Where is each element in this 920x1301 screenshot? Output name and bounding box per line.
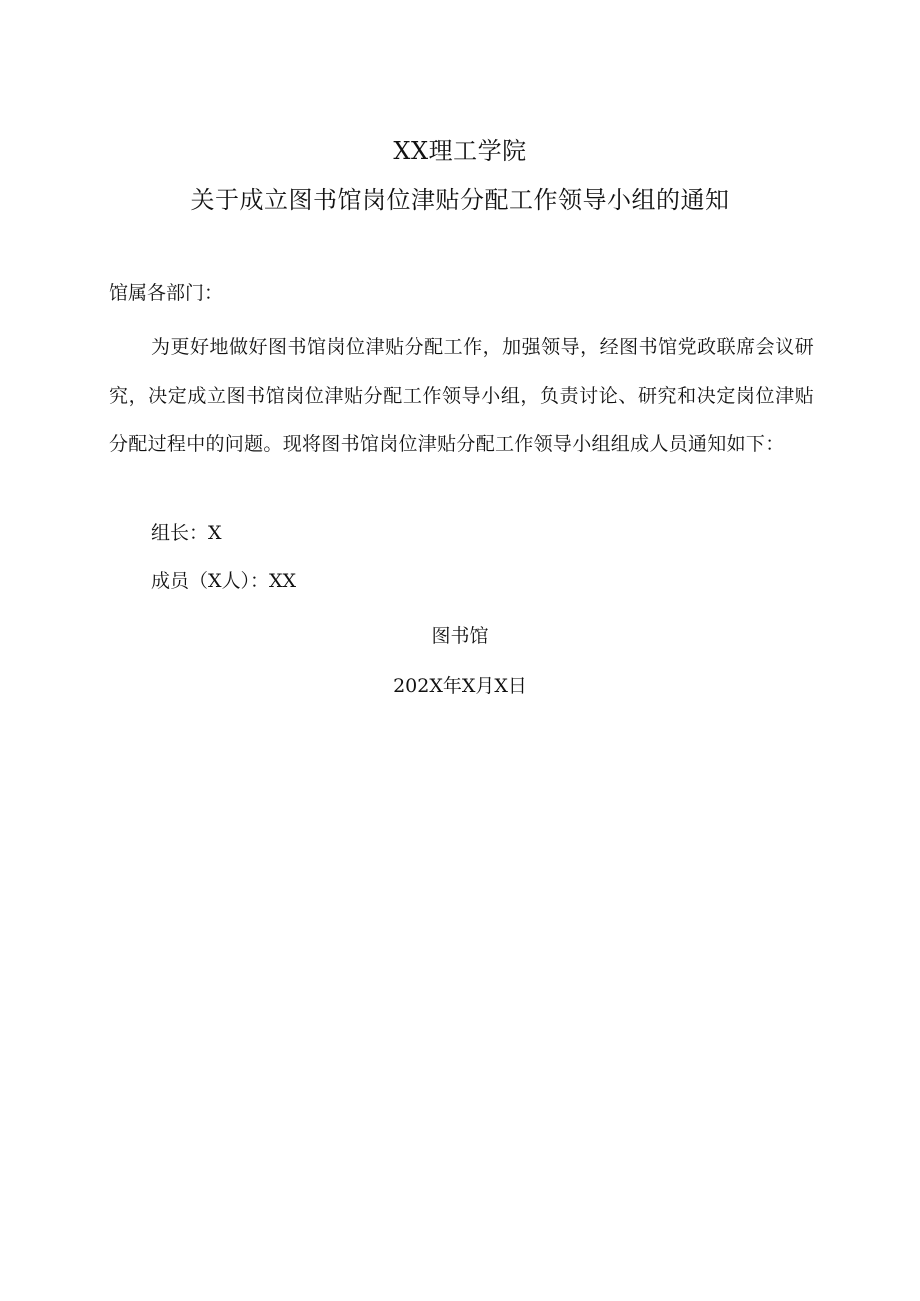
signature-organization: 图书馆 <box>431 625 489 647</box>
document-title-institution: XX理工学院 <box>393 137 527 165</box>
group-members-line: 成员（X人）：XX <box>151 570 297 592</box>
salutation: 馆属各部门： <box>109 282 224 304</box>
signature-date: 202X年X月X日 <box>393 675 527 697</box>
body-paragraph: 为更好地做好图书馆岗位津贴分配工作，加强领导，经图书馆党政联席会议研究，决定成立图书馆岗位津贴分配工作领导小组，负责讨论、研究和决定岗位津贴分配过程中的问题。现将图书馆岗位津贴分配工作领导小组组成人员通知如下： <box>109 336 814 455</box>
document-title-subject: 关于成立图书馆岗位津贴分配工作领导小组的通知 <box>190 186 730 214</box>
group-leader-line: 组长：X <box>151 522 222 544</box>
